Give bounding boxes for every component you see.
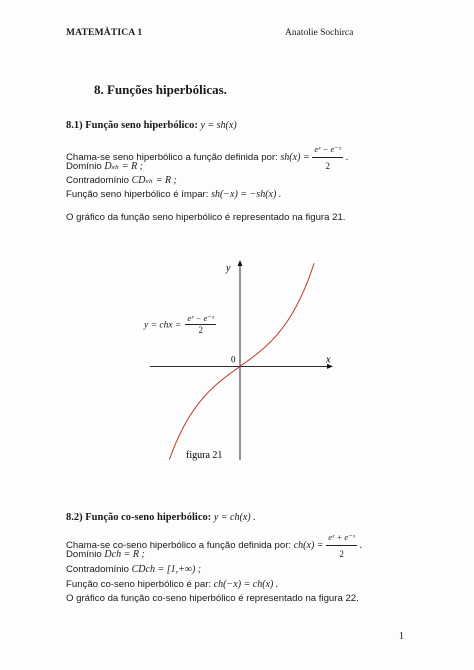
section-2-codomain [66,564,201,575]
section-2-heading [66,512,256,523]
figure-21-x-axis-label: x [326,354,331,366]
section-1-def-fraction [312,141,343,174]
figure-21-curves [169,263,314,459]
section-1-definition: Chama-se seno hiperbólico a função definida por: sh(x) = $\frac{\text{eˣ − e⁻ˣ}}{2}$ . [66,141,348,174]
section-2-def-text: Chama-se co-seno hiperbólico a função definida por: [66,540,292,552]
section-2-def-fraction [326,529,357,562]
section-1-domain [66,161,143,172]
figure-21-y-axis-label: y [226,263,231,274]
section-1-heading-formula: y = sh(x) [200,120,237,131]
section-2-heading-formula: y = ch(x) . [213,512,256,523]
page-number: 1 [399,631,404,642]
figure-21-sinh-curve [169,263,314,459]
section-2-heading-text: 8.2) Função co-seno hiperbólico: [66,512,212,523]
section-2-graph-reference: O gráfico da função co-seno hiperbólico é representado na figura 22. [66,593,359,604]
section-2-parity-formula: ch(−x) = ch(x) . [213,579,279,590]
section-2-def-denominator: 2 [339,549,344,559]
figure-21-formula-lhs: y = chx = [144,320,182,331]
section-1-graph-reference: O gráfico da função seno hiperbólico é representado na figura 21. [66,212,346,223]
header-author: Anatolie Sochirca [285,28,354,38]
section-2-def-lhs: ch(x) = [293,540,324,552]
section-1-parity-formula: sh(−x) = −sh(x) . [211,189,282,200]
section-2-domain-label: Domínio [66,549,102,560]
section-2-codomain-formula: CDch = [1,+∞) ; [131,564,202,575]
figure-21-caption: figura 21 [186,450,223,461]
section-1-def-text: Chama-se seno hiperbólico a função definida por: [66,152,278,164]
section-2-def-numerator: eˣ + e⁻ˣ [326,529,357,546]
section-1-def-lhs: sh(x) = [280,152,310,164]
section-1-codomain-label: Contradomínio [66,175,129,186]
section-1-heading-text: 8.1) Função seno hiperbólico: [66,120,198,131]
figure-21-formula-denominator: 2 [198,325,204,335]
chapter-title: 8. Funções hiperbólicas. [94,82,227,97]
section-2-domain-formula: Dch = R ; [104,549,145,560]
section-1-parity [66,189,281,200]
section-2-codomain-label: Contradomínio [66,564,129,575]
figure-21-formula-numerator: eˣ − e⁻ˣ [187,313,215,323]
figure-21-formula [144,313,216,335]
section-1-def-numerator: eˣ − e⁻ˣ [312,141,343,158]
section-2-parity-text: Função co-seno hiperbólico é par: [66,579,212,590]
section-1-heading [66,120,237,131]
section-1-def-denominator: 2 [325,161,330,171]
section-2-domain [66,549,145,560]
figure-21-formula-fraction [185,313,216,335]
section-1-codomain-formula: CDₛₕ = R ; [131,175,177,186]
section-2-parity [66,579,278,590]
figure-21 [138,255,343,465]
section-1-domain-label: Domínio [66,161,102,172]
section-1-codomain [66,175,177,186]
section-1-parity-text: Função seno hiperbólico é ímpar: [66,189,209,200]
section-1-domain-formula: Dₛₕ = R ; [104,161,144,172]
figure-21-axes [150,260,333,460]
section-2-definition: Chama-se co-seno hiperbólico a função definida por: ch(x) = $\frac{\text{eˣ + e⁻ˣ}}{2}$ . [66,529,362,562]
header-course-title: MATEMÀTICA 1 [66,28,143,38]
figure-21-origin-label: 0 [231,354,236,365]
figure-21-y-axis-arrow [238,260,243,266]
